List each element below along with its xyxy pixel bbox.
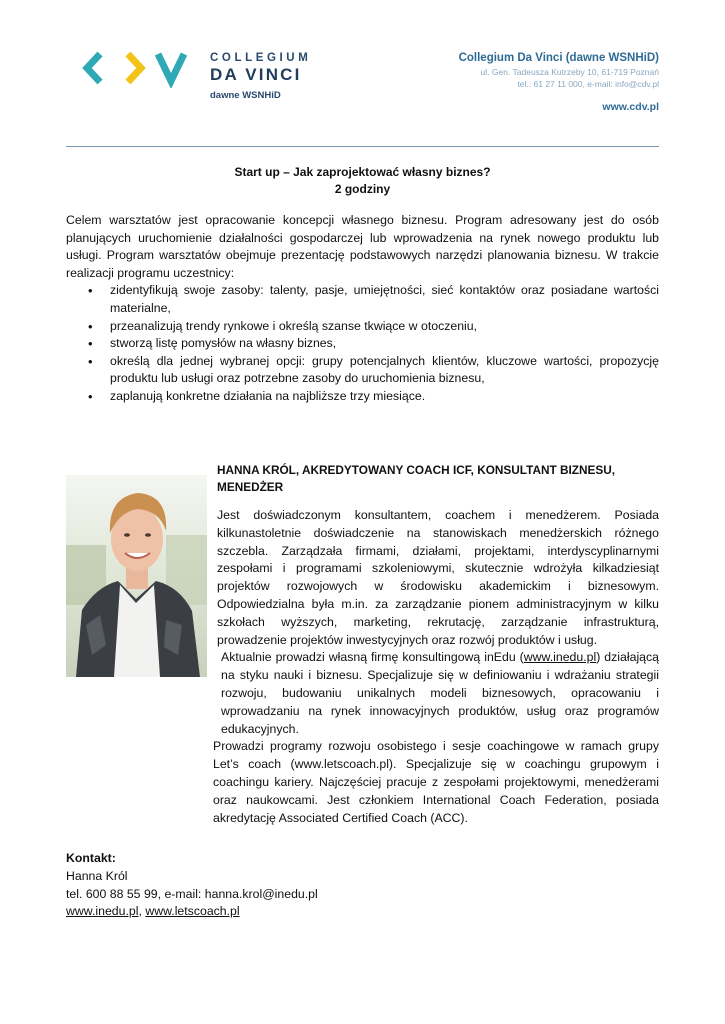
inedu-contact-link[interactable]: www.inedu.pl [66,904,139,919]
intro-section [66,212,659,406]
contact-heading: Kontakt: [66,851,116,865]
header-divider [66,146,659,147]
org-name: Collegium Da Vinci (dawne WSNHiD) [458,52,659,64]
org-website-link[interactable]: www.cdv.pl [602,101,659,113]
portrait-photo [66,475,207,677]
intro-paragraph: Celem warsztatów jest opracowanie koncepcji własnego biznesu. Program adresowany jest do osób planujących uruchomienie działalności gospodarczej lub wprowadzenia na rynek nowego produktu lub usługi. Program warsztatów obejmuje prezentację podstawowych narzędzi planowania biznesu. W trakcie realizacji programu uczestnicy: [66,213,659,280]
logo-line-2: DA VINCI [210,65,302,84]
contact-links [66,903,318,921]
org-address: ul. Gen. Tadeusza Kutrzeby 10, 61-719 Poznań [480,67,659,77]
title-line-1: Start up – Jak zaprojektować własny biznes? [234,165,491,179]
logo-line-3: dawne WSNHiD [210,90,281,101]
bio-p2-text-after: ) działającą na styku nauki i biznesu. Specjalizuje się w definiowaniu i wdrażaniu strategii rozwoju, budowaniu unikalnych modeli biznesowych, opracowaniu i wprowadzaniu na rynek innowacyjnych produktów, usług oraz programów edukacyjnych. [221,650,659,736]
title-line-2: 2 godziny [334,182,391,196]
letscoach-link[interactable]: www.letscoach.pl [145,904,240,919]
logo-middle-chevron [128,54,141,82]
list-item: • zaplanują konkretne działania na najbliższe trzy miesiące. [110,388,659,406]
bio-section [213,507,659,827]
bio-p2-text-before: Aktualnie prowadzi własną firmę konsultingową inEdu ( [221,650,524,665]
list-item: • określą dla jednej wybranej opcji: grupy potencjalnych klientów, kluczowe wartości, propozycję produktu lub usługi oraz potrzebne zasoby do uruchomienia biznesu, [110,353,659,388]
bio-paragraph-2 [217,649,659,738]
inedu-link[interactable]: www.inedu.pl [523,650,597,665]
header-contact-block [459,52,659,113]
contact-name: Hanna Król [66,868,128,883]
logo-v-chevron [158,54,184,81]
document-title [66,164,659,198]
bio-paragraph-1: Jest doświadczonym konsultantem, coachem i menedżerem. Posiada kilkunastoletnie doświadczenie na stanowiskach menedżerskich różnego szczebla. Zarządzała firmami, działami, projektami, interdyscyplinarnymi zespołami i programami szkoleniowymi, skutecznie wdrożyła kilkadziesiąt projektów rozwojowych w środowisku akademickim i biznesowym. Odpowiedzialna była m.in. za zarządzanie pionem administracyjnym w kilku szkołach wyższych, marketing, rekrutację, zarządzanie infrastrukturą, prowadzenie projektów inwestycyjnych oraz rozwój produktów i usług. [217,508,659,647]
contact-section [66,850,318,921]
intro-bullet-list [66,282,659,405]
list-item: • przeanalizują trendy rynkowe i określą szanse tkwiące w otoczeniu, [110,318,659,336]
logo-wordmark [210,52,311,101]
org-phone-email: tel.: 61 27 11 000, e-mail: info@cdv.pl [517,79,659,89]
link-separator: , [138,904,146,919]
bio-paragraph-3: Prowadzi programy rozwoju osobistego i sesje coachingowe w ramach grupy Let’s coach (www.letscoach.pl). Specjalizuje się w coachingu grupowym i coachingu kariery. Najczęściej pracuje z zespołami projektowymi, menedżerami oraz naukowcami. Jest członkiem International Coach Federation, posiada akredytację Associated Certified Coach (ACC). [213,739,659,825]
logo-line-1: COLLEGIUM [210,52,312,64]
logo-left-chevron [87,54,100,82]
list-item: • zidentyfikują swoje zasoby: talenty, pasje, umiejętności, sieć kontaktów oraz posiadane wartości materialne, [110,282,659,317]
contact-phone-email: tel. 600 88 55 99, e-mail: hanna.krol@inedu.pl [66,886,318,901]
list-item: • stworzą listę pomysłów na własny biznes, [110,335,659,353]
bio-heading: HANNA KRÓL, AKREDYTOWANY COACH ICF, KONSULTANT BIZNESU, MENEDŻER [217,463,616,494]
cdv-logo-mark [82,48,194,88]
